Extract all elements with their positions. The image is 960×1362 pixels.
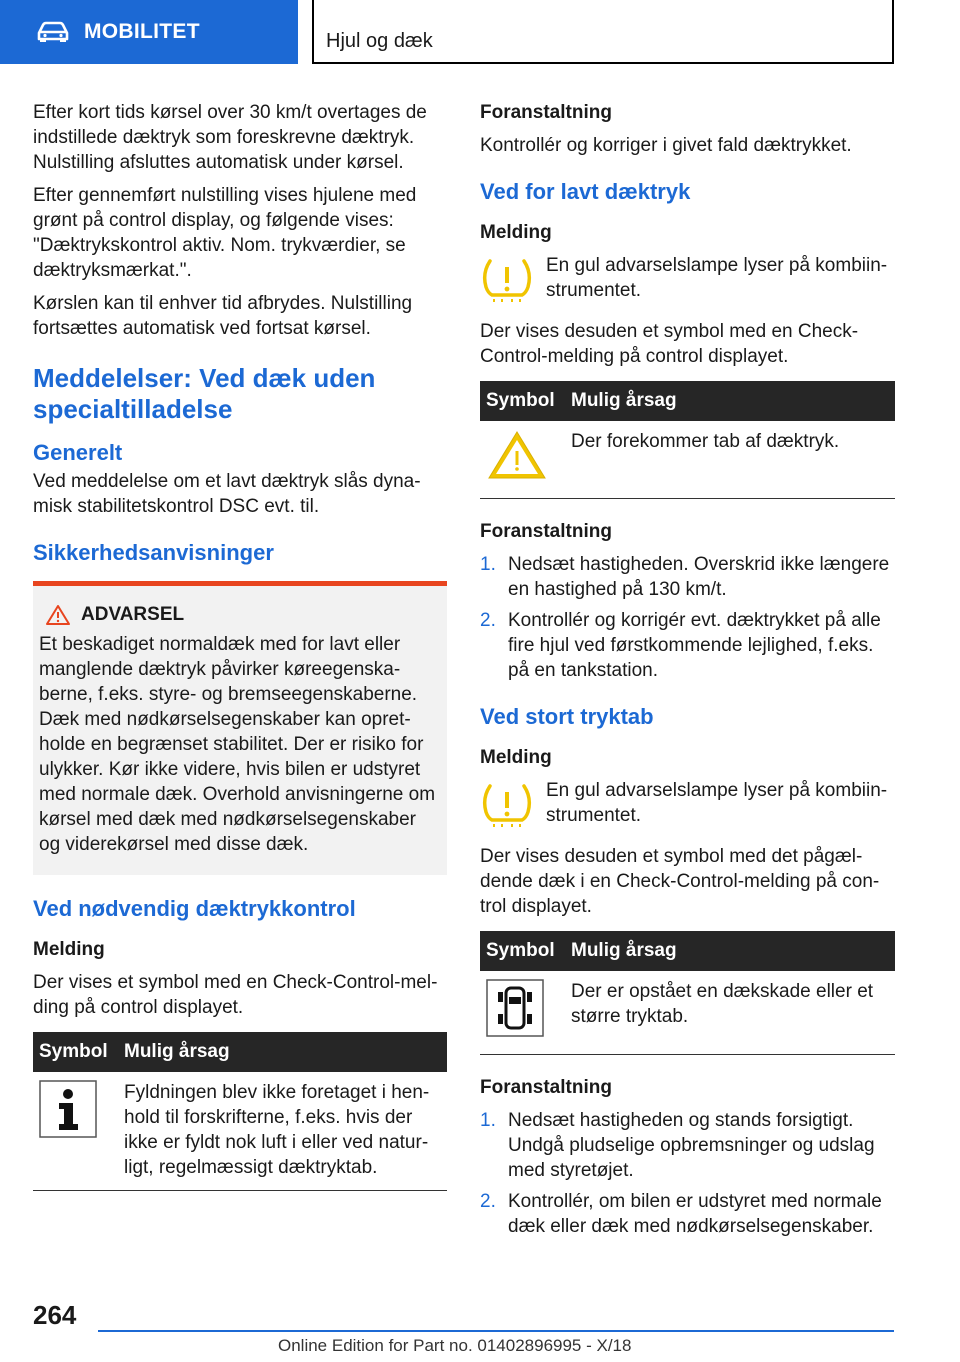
lamp-text: En gul advarselslampe lyser på kombiinstrumentet. <box>546 255 888 301</box>
table-cell-cause: Fyldningen blev ikke foretaget i henhold til forskrifterne, f.eks. hvis der ikke er fyldt nok luft i eller ved naturligt, regelmæssigt dæktryktab. <box>118 1072 447 1191</box>
info-icon <box>39 1080 97 1138</box>
symbol-table <box>480 381 895 499</box>
loss-extra-text: Der vises desuden et symbol med det pågældende dæk i en Check-Control-melding på control displayet. <box>480 846 880 917</box>
list-item: 2. Kontrollér, om bilen er udstyret med normale dæk eller dæk med nødkørselsegenskaber. <box>480 1191 882 1237</box>
table-row <box>33 1072 447 1191</box>
table-row <box>480 971 895 1055</box>
generelt-heading: Generelt <box>33 440 123 465</box>
car-tires-icon <box>486 979 544 1037</box>
measure-text: Kontrollér og korriger i givet fald dæktrykket. <box>480 135 852 156</box>
melding-label: Melding <box>480 747 552 768</box>
check-heading: Ved nødvendig dæktrykkontrol <box>33 896 356 921</box>
melding-label: Melding <box>33 939 105 960</box>
intro-paragraph: Efter gennemført nulstilling vises hjulene med grønt på control display, og følgende vises: "Dæktrykskontrol aktiv. Nom. trykværdier, se dæktryksmærkat.". <box>33 185 417 281</box>
generelt-text: Ved meddelelse om et lavt dæktryk slås dynamisk stabilitetskontrol DSC evt. til. <box>33 471 421 517</box>
table-header-cause: Mulig årsag <box>565 381 895 421</box>
table-header-cause: Mulig årsag <box>118 1032 447 1072</box>
yellow-warning-triangle-icon <box>486 429 548 481</box>
low-extra-text: Der vises desuden et symbol med en Check-Control-melding på control displayet. <box>480 321 859 367</box>
list-item: 1. Nedsæt hastigheden. Overskrid ikke længere en hastighed på 130 km/t. <box>480 554 890 600</box>
lamp-text: En gul advarselslampe lyser på kombiinstrumentet. <box>546 780 888 826</box>
tire-pressure-lamp-icon <box>480 782 534 828</box>
steps-list-low <box>480 552 895 683</box>
table-header-cause: Mulig årsag <box>565 931 895 971</box>
footer-divider <box>98 1330 894 1332</box>
table-header-symbol: Symbol <box>480 931 565 971</box>
warning-box <box>33 581 447 875</box>
right-column <box>480 100 895 1251</box>
list-item: 1. Nedsæt hastigheden og stands forsigtigt. Undgå pludselige opbremsninger og udslag med styretøjet. <box>480 1110 875 1181</box>
intro-paragraph: Efter kort tids kørsel over 30 km/t overtages de indstillede dæktryk som foreskrevne dæktryk. Nulstilling afsluttes automatisk under kørsel. <box>33 102 427 173</box>
page-number: 264 <box>33 1300 77 1330</box>
safety-heading: Sikkerhedsanvisninger <box>33 540 274 565</box>
lamp-row <box>480 778 895 828</box>
chapter-tab[interactable] <box>0 0 298 64</box>
left-column <box>33 100 447 1201</box>
warning-triangle-icon <box>45 604 71 626</box>
symbol-table <box>33 1032 447 1191</box>
measure-heading: Foranstaltning <box>480 521 612 542</box>
melding-text: Der vises et symbol med en Check-Control-melding på control displayet. <box>33 972 438 1018</box>
section-title: Hjul og dæk <box>312 0 894 64</box>
car-icon <box>36 21 70 43</box>
table-cell-cause: Der er opstået en dækskade eller et større tryktab. <box>565 971 895 1055</box>
loss-heading: Ved stort tryktab <box>480 704 654 729</box>
chapter-tab-label: MOBILITET <box>84 20 200 43</box>
table-header-symbol: Symbol <box>480 381 565 421</box>
list-item: 2. Kontrollér og korrigér evt. dæktrykket på alle fire hjul ved førstkommende lejlighed, f.eks. på en tankstation. <box>480 610 881 681</box>
main-heading: Meddelelser: Ved dæk uden specialtilladelse <box>33 363 376 424</box>
symbol-table <box>480 931 895 1055</box>
intro-paragraph: Kørslen kan til enhver tid afbrydes. Nulstilling fortsættes automatisk ved fortsat kørsel. <box>33 293 413 339</box>
warning-title: ADVARSEL <box>81 604 185 625</box>
table-row <box>480 421 895 499</box>
warning-text: Et beskadiget normaldæk med for lavt eller manglende dæktryk påvirker køreegenskaberne, f.eks. styre- og bremseegenskaberne. Dæk med nødkørselsegenskaber kan opretholde en begrænset stabilitet. Der er risiko for ulykker. Kør ikke videre, hvis bilen er udstyret med normale dæk. Overhold anvisningerne om kørsel med dæk med nødkørselsegenskaber og viderekørsel med disse dæk. <box>39 634 436 855</box>
table-cell-cause: Der forekommer tab af dæktryk. <box>565 421 895 499</box>
table-header-symbol: Symbol <box>33 1032 118 1072</box>
steps-list-loss <box>480 1108 895 1239</box>
lamp-row <box>480 253 895 303</box>
measure-heading: Foranstaltning <box>480 1077 612 1098</box>
low-pressure-heading: Ved for lavt dæktryk <box>480 179 691 204</box>
measure-heading: Foranstaltning <box>480 102 612 123</box>
tire-pressure-lamp-icon <box>480 257 534 303</box>
melding-label: Melding <box>480 222 552 243</box>
edition-text: Online Edition for Part no. 01402896995 - X/18 <box>278 1336 632 1355</box>
